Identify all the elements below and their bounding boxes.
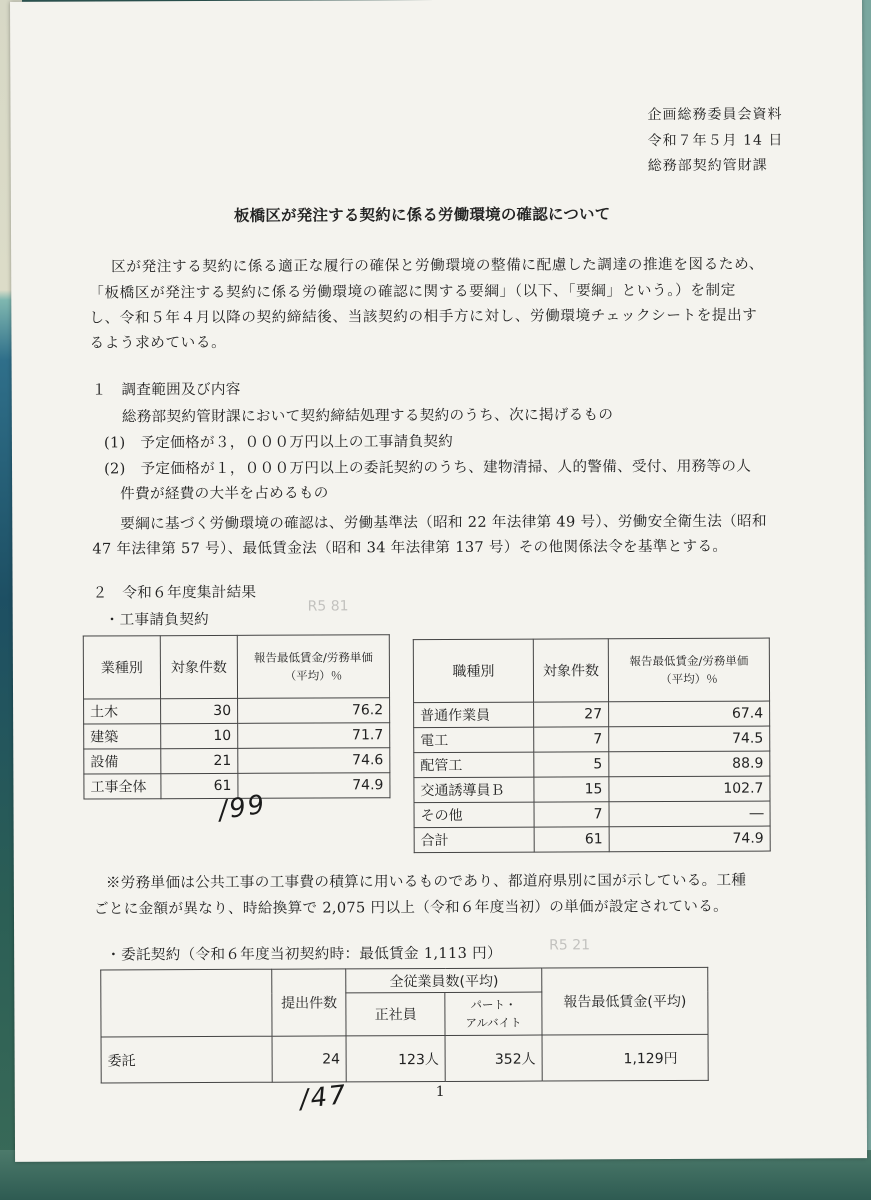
intro-line-1: 区が発注する契約に係る適正な履行の確保と労働環境の整備に配慮した調達の推進を図るため、: [111, 255, 764, 276]
cell-name: 設備: [84, 749, 161, 774]
page-number: 1: [435, 1083, 445, 1101]
intro-line-3: し、令和５年４月以降の契約締結後、当該契約の相手方に対し、労働環境チェックシートを提出す: [89, 306, 758, 327]
cell-pct: 74.9: [238, 773, 390, 799]
cell-count: 27: [534, 702, 609, 727]
cell-name: 土木: [84, 699, 161, 724]
th-total-staff: 全従業員数(平均): [346, 968, 542, 993]
table-occupation: [413, 638, 771, 854]
faint-pencil-note: R5 81: [307, 598, 349, 615]
table-row: [84, 748, 390, 774]
cell-name: 工事全体: [84, 774, 161, 799]
cell-pct: 102.7: [609, 776, 770, 802]
th-empty: [101, 969, 272, 1037]
section2-sub-consign: ・委託契約（令和６年度当初契約時：最低賃金 1,113 円）: [106, 944, 502, 964]
cell-pct: 76.2: [238, 698, 390, 724]
cell-count: 61: [534, 827, 609, 852]
cell-regular: 123人: [346, 1035, 445, 1081]
cell-pct: 74.9: [609, 826, 770, 852]
table-occupation-header: [413, 638, 769, 703]
table-industry-header: [83, 635, 389, 699]
th-ratio: 報告最低賃金/労務単価 （平均）％: [237, 635, 389, 699]
section1-basis-2: 47 年法律第 57 号）、最低賃金法（昭和 34 年法律第 137 号）その他関係法令を基準とする。: [92, 537, 728, 558]
th-ratio: 報告最低賃金/労務単価 （平均）％: [608, 638, 769, 702]
cell-pct: 74.5: [609, 726, 770, 752]
th-occupation: 職種別: [413, 639, 533, 703]
cell-name: 委託: [101, 1036, 272, 1083]
note-line-1: ※労務単価は公共工事の工事費の積算に用いるものであり、都道府県別に国が示している。工種: [105, 871, 747, 892]
cell-name: 配管工: [414, 752, 534, 778]
cell-wage: 1,129円: [542, 1034, 708, 1081]
cell-name: 普通作業員: [414, 702, 534, 728]
doc-date: 令和７年５月 14 日: [647, 132, 784, 150]
cell-count: 7: [534, 727, 609, 752]
document-page: [10, 0, 867, 1162]
table-consignment-header-1: [101, 967, 708, 994]
table-consignment: [100, 967, 708, 1084]
cell-pct: 67.4: [609, 701, 770, 727]
cell-pct: 71.7: [238, 723, 390, 749]
th-industry: 業種別: [83, 636, 160, 699]
cell-name: 合計: [414, 827, 534, 853]
doc-department: 総務部契約管財課: [647, 157, 768, 175]
th-count: 対象件数: [533, 639, 608, 702]
intro-line-4: るよう求めている。: [89, 333, 227, 352]
cell-count: 15: [534, 777, 609, 802]
cell-count: 7: [534, 802, 609, 827]
table-row: [414, 701, 770, 728]
th-min-wage: 報告最低賃金(平均): [542, 967, 708, 1035]
table-industry: [83, 634, 391, 799]
cell-count: 24: [272, 1036, 347, 1082]
faint-pencil-note: R5 21: [549, 937, 591, 954]
th-part-time: パート・ アルバイト: [445, 992, 542, 1035]
cell-count: 5: [534, 752, 609, 777]
table-row: [414, 776, 770, 803]
th-regular: 正社員: [346, 992, 445, 1035]
doc-title: 板橋区が発注する契約に係る労働環境の確認について: [233, 204, 611, 225]
th-count: 対象件数: [160, 635, 237, 698]
section2-sub-construction: ・工事請負契約: [104, 610, 210, 629]
section2-heading: ２ 令和６年度集計結果: [92, 583, 257, 602]
table-row: [101, 1034, 708, 1083]
cell-pct: 74.6: [238, 748, 390, 774]
doc-type: 企画総務委員会資料: [647, 106, 783, 124]
table-row: [414, 726, 770, 753]
section1-item-1: (1) 予定価格が３，０００万円以上の工事請負契約: [103, 432, 454, 452]
table-row: [84, 698, 390, 724]
section1-lead: 総務部契約管財課において契約締結処理する契約のうち、次に掲げるもの: [121, 406, 614, 426]
cell-pct: 88.9: [609, 751, 770, 777]
cell-count: 61: [161, 773, 238, 798]
cell-count: 30: [161, 698, 238, 723]
cell-count: 10: [161, 723, 238, 748]
handwritten-annotation-a: /99: [216, 789, 269, 827]
section1-item-2: (2) 予定価格が１，０００万円以上の委託契約のうち、建物清掃、人的警備、受付、用務等の人: [104, 457, 752, 478]
section1-heading: １ 調査範囲及び内容: [91, 380, 241, 399]
section1-basis-1: 要綱に基づく労働環境の確認は、労働基準法（昭和 22 年法律第 49 号）、労働安全衛生法（昭和: [120, 512, 767, 533]
cell-name: 交通誘導員Ｂ: [414, 777, 534, 803]
th-submitted: 提出件数: [272, 969, 347, 1036]
table-row: [84, 723, 390, 749]
note-line-2: ごとに金額が異なり、時給換算で 2,075 円以上（令和６年度当初）の単価が設定されている。: [93, 897, 729, 918]
cell-pct: ―: [609, 801, 770, 827]
cell-part: 352人: [445, 1035, 542, 1081]
table-row: [414, 801, 770, 828]
cell-count: 21: [161, 748, 238, 773]
handwritten-annotation-b: /47: [298, 1079, 350, 1116]
section1-item-2-cont: 件費が経費の大半を占めるもの: [120, 484, 329, 503]
table-row: [414, 751, 770, 778]
intro-line-2: 「板橋区が発注する契約に係る労働環境の確認に関する要綱」（以下、「要綱」という。）を制定: [89, 281, 736, 302]
cell-name: その他: [414, 802, 534, 828]
table-row-total: [414, 826, 770, 853]
cell-name: 建築: [84, 724, 161, 749]
cell-name: 電工: [414, 727, 534, 753]
